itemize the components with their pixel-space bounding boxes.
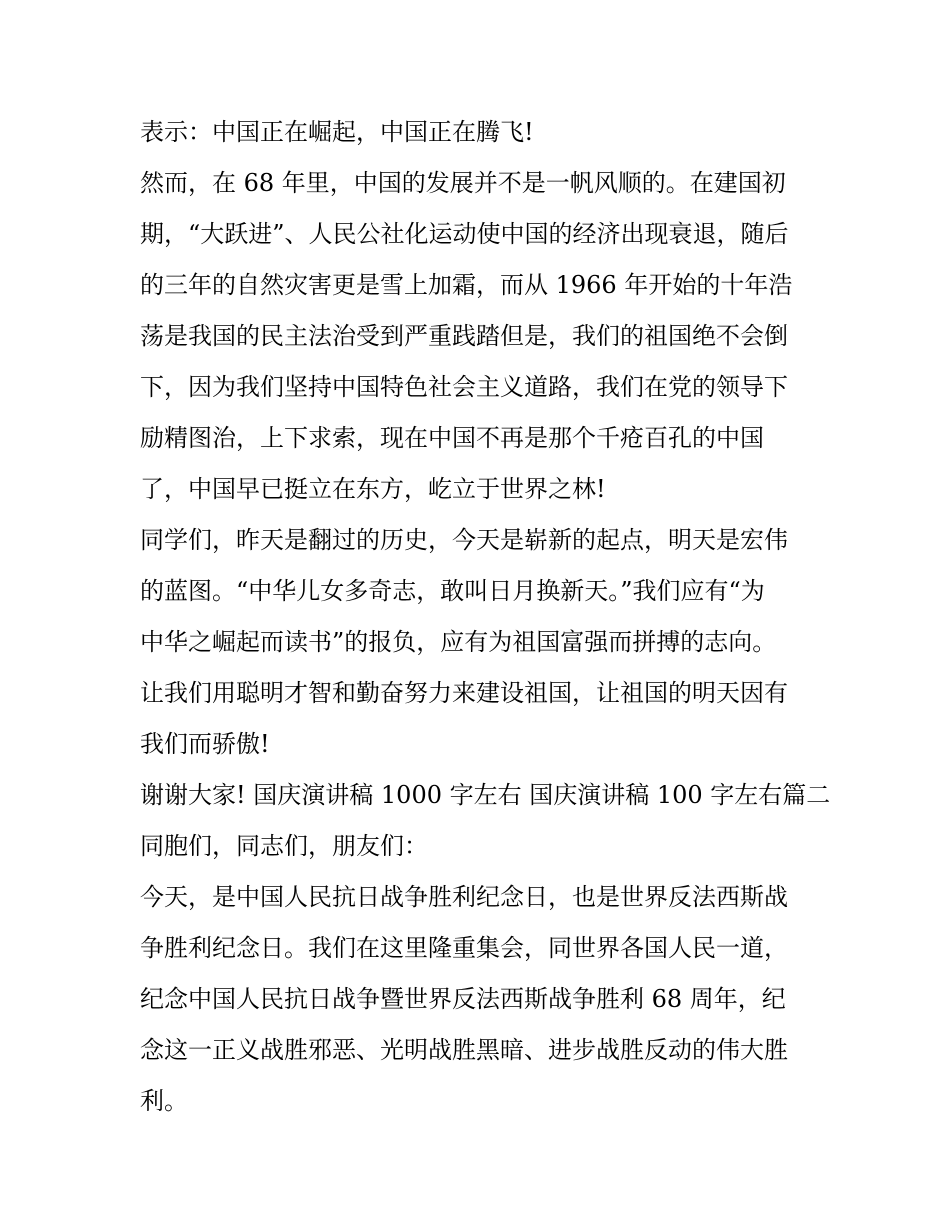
text-line: 的蓝图。“中华儿女多奇志，敢叫日月换新天。”我们应有“为 (140, 577, 765, 605)
text-line: 今天，是中国人民抗日战争胜利纪念日，也是世界反法西斯战 (140, 883, 788, 911)
text-line: 让我们用聪明才智和勤奋努力来建设祖国，让祖国的明天因有 (140, 679, 788, 707)
text-line: 期，“大跃进”、人民公社化运动使中国的经济出现衰退，随后 (140, 220, 789, 248)
text-line: 下，因为我们坚持中国特色社会主义道路，我们在党的领导下 (140, 373, 788, 401)
text-line: 励精图治，上下求索，现在中国不再是那个千疮百孔的中国 (140, 424, 764, 452)
text-line: 利。 (140, 1087, 188, 1115)
text-line: 然而，在 68 年里，中国的发展并不是一帆风顺的。在建国初 (140, 169, 786, 197)
document-body (140, 107, 830, 1127)
text-line: 我们而骄傲! (140, 730, 270, 758)
text-line: 谢谢大家! 国庆演讲稿 1000 字左右 国庆演讲稿 100 字左右篇二 (140, 781, 831, 809)
text-line: 同胞们，同志们，朋友们： (140, 832, 428, 860)
text-line: 中华之崛起而读书”的报负，应有为祖国富强而拼搏的志向。 (140, 628, 777, 656)
text-line: 念这一正义战胜邪恶、光明战胜黑暗、进步战胜反动的伟大胜 (140, 1036, 788, 1064)
text-line: 纪念中国人民抗日战争暨世界反法西斯战争胜利 68 周年，纪 (140, 985, 786, 1013)
text-line: 争胜利纪念日。我们在这里隆重集会，同世界各国人民一道， (140, 934, 788, 962)
text-line: 的三年的自然灾害更是雪上加霜，而从 1966 年开始的十年浩 (140, 271, 793, 299)
text-line: 同学们，昨天是翻过的历史，今天是崭新的起点，明天是宏伟 (140, 526, 788, 554)
text-line: 表示：中国正在崛起，中国正在腾飞! (140, 118, 534, 146)
text-line: 荡是我国的民主法治受到严重践踏但是，我们的祖国绝不会倒 (140, 322, 788, 350)
text-line: 了，中国早已挺立在东方，屹立于世界之林! (140, 475, 606, 503)
